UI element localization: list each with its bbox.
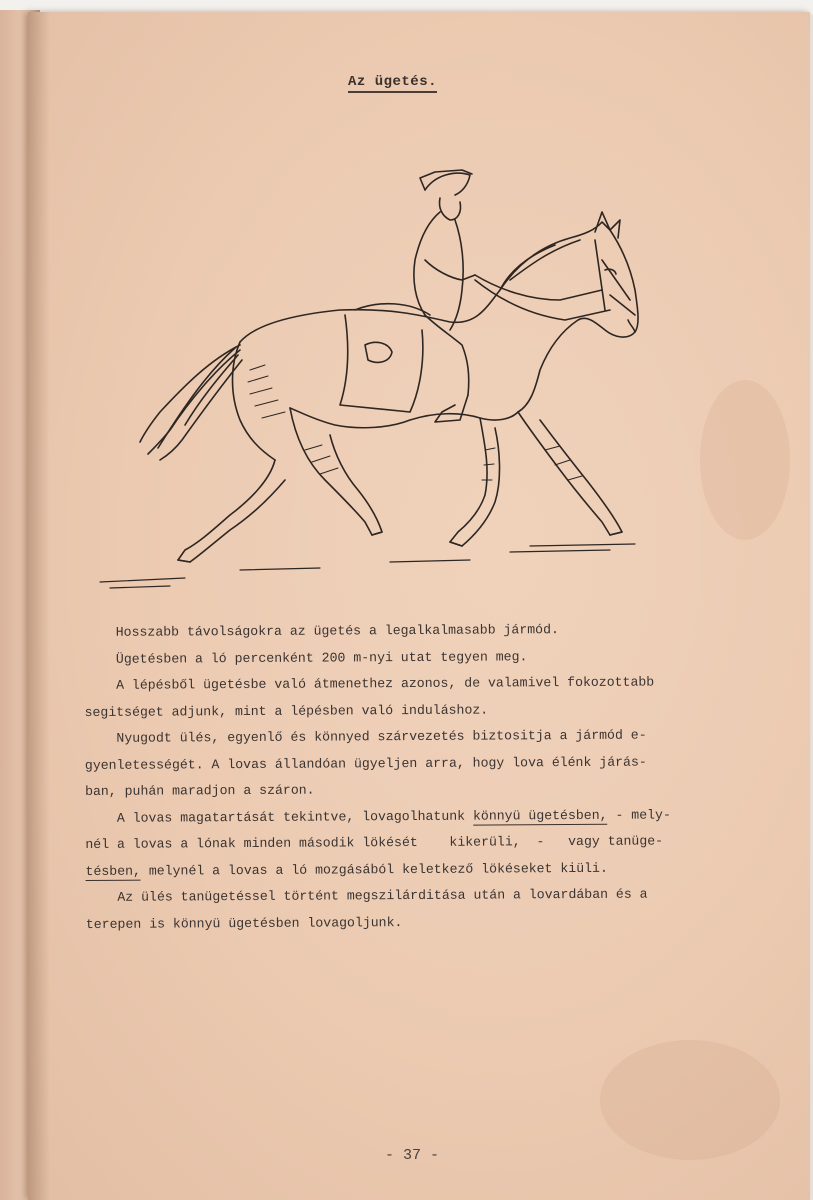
horse-tail xyxy=(140,345,242,460)
text-line: A lépésből ügetésbe való átmenethez azonos, de valamivel fokozottabb xyxy=(84,674,655,693)
text-line: segitséget adjunk, mint a lépésben való induláshoz. xyxy=(84,702,489,720)
text-line: ban, puhán maradjon a száron. xyxy=(85,782,315,799)
text-line: nél a lovas a lónak minden második lökését kikerüli, - vagy tanüge- xyxy=(85,833,664,852)
text-line: terepen is könnyü ügetésben lovagoljunk. xyxy=(85,914,403,932)
page-number: - 37 - xyxy=(385,1147,440,1164)
underlined-phrase: könnyü ügetésben, xyxy=(472,807,608,824)
horse-rider-illustration xyxy=(90,150,660,600)
bridle xyxy=(595,240,635,315)
text-line: gyenletességét. A lovas állandóan ügyeljen arra, hogy lova élénk járás- xyxy=(84,754,647,773)
line-end: melynél a lovas a ló mozgásából keletkező lökéseket kiüli. xyxy=(140,860,608,879)
horse-shading xyxy=(248,365,582,480)
spine-shadow xyxy=(28,12,50,1200)
line-start: A lovas magatartását tekintve, lovagolhatunk xyxy=(85,808,474,826)
text-line: Nyugodt ülés, egyenlő és könnyed szárvezetés biztositja a jármód e- xyxy=(84,727,647,746)
rider xyxy=(414,170,610,422)
paper-stain xyxy=(700,380,790,540)
page-title: Az ügetés. xyxy=(348,74,437,93)
text-line: Hosszabb távolságokra az ügetés a legalkalmasabb jármód. xyxy=(84,622,559,640)
body-text xyxy=(84,616,786,938)
underlined-phrase: tésben, xyxy=(85,863,141,879)
text-line: Ügetésben a ló percenként 200 m-nyi utat tegyen meg. xyxy=(84,648,528,667)
text-line: Az ülés tanügetéssel történt megszilárditása után a lovardában és a xyxy=(85,886,648,905)
line-end: - mely- xyxy=(607,806,671,823)
paper-stain xyxy=(600,1040,780,1160)
horse-legs xyxy=(178,408,622,562)
saddle xyxy=(340,304,430,412)
ground-shadow xyxy=(100,544,635,588)
